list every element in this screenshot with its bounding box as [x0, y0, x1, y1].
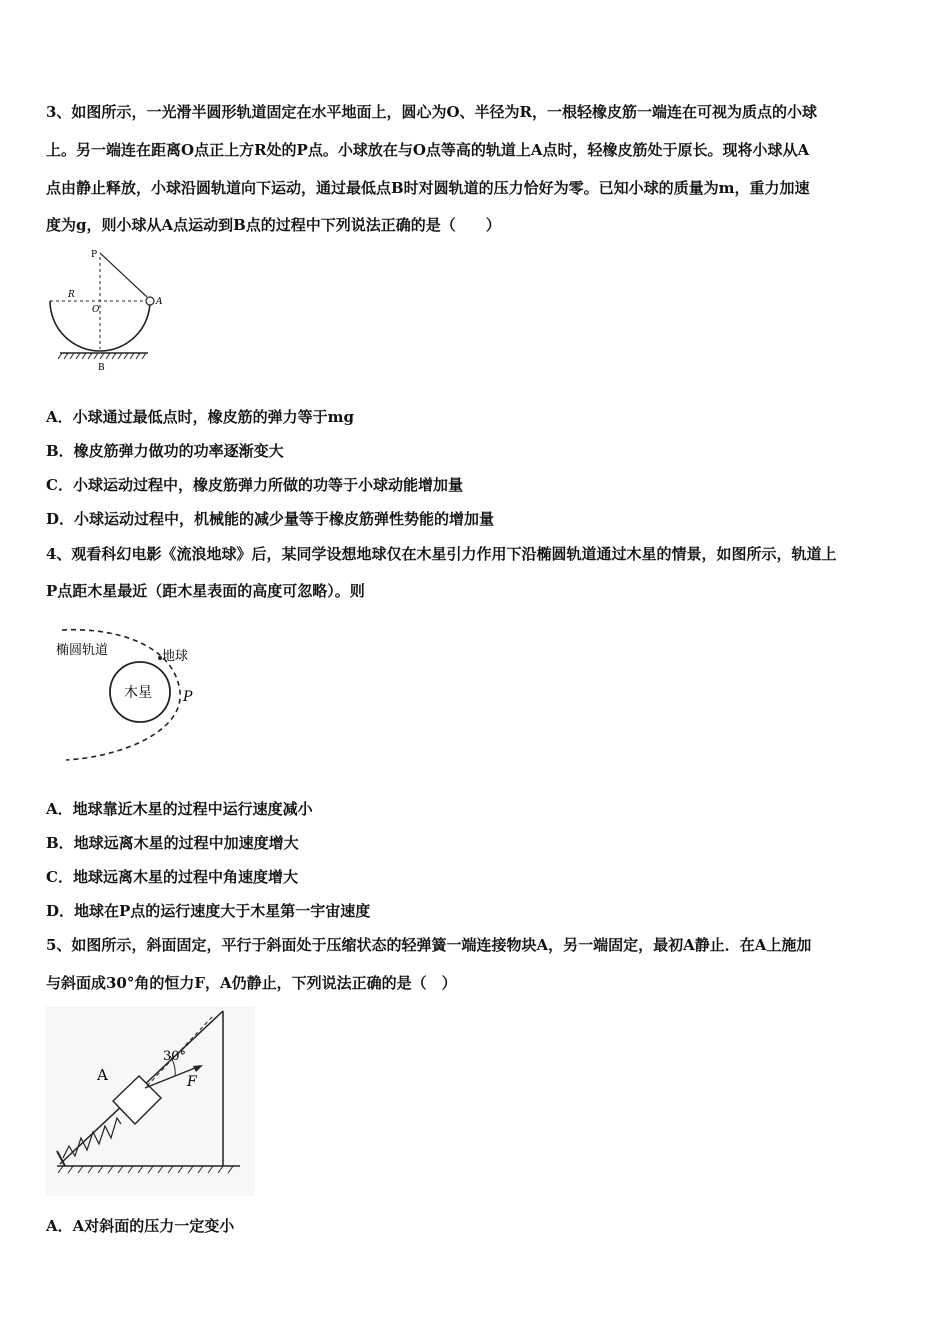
q3-label-r: R	[68, 290, 75, 300]
q5-label-angle: 30°	[163, 1049, 187, 1064]
q3-stem-line-2: 上。另一端连在距离O点正上方R处的P点。小球放在与O点等高的轨道上A点时，轻橡皮筋处于原长。现将小球从A	[46, 141, 810, 159]
q4-stem-line-2: P点距木星最近（距木星表面的高度可忽略）。则	[46, 582, 365, 600]
q3-option-c: C．小球运动过程中，橡皮筋弹力所做的功等于小球动能增加量	[46, 476, 463, 494]
q5-label-block: A	[97, 1066, 108, 1084]
q5-label-force: F	[187, 1074, 197, 1090]
q4-label-jupiter: 木星	[124, 685, 152, 701]
q3-option-b: B．橡皮筋弹力做功的功率逐渐变大	[46, 442, 284, 460]
q5-stem-line-2: 与斜面成30°角的恒力F，A仍静止，下列说法正确的是（ ）	[46, 974, 457, 992]
q3-label-o: O	[92, 305, 100, 315]
q3-stem-line-1: 3、如图所示，一光滑半圆形轨道固定在水平地面上，圆心为O、半径为R，一根轻橡皮筋一端连在可视为质点的小球	[46, 103, 817, 121]
q3-label-a: A	[156, 297, 163, 307]
q4-figure	[50, 622, 230, 767]
q5-figure	[45, 1006, 255, 1196]
q3-label-b: B	[98, 363, 105, 373]
q3-option-a: A．小球通过最低点时，橡皮筋的弹力等于mg	[46, 408, 354, 426]
q4-label-p: P	[183, 689, 193, 705]
q3-label-p: P	[91, 250, 98, 260]
q3-stem-line-3: 点由静止释放，小球沿圆轨道向下运动，通过最低点B时对圆轨道的压力恰好为零。已知小球的质量为m，重力加速	[46, 179, 810, 197]
q4-option-a: A．地球靠近木星的过程中运行速度减小	[46, 800, 313, 818]
q4-option-b: B．地球远离木星的过程中加速度增大	[46, 834, 299, 852]
q4-label-earth: 地球	[162, 649, 189, 664]
q5-option-a: A．A对斜面的压力一定变小	[46, 1217, 235, 1235]
q3-figure	[40, 245, 165, 375]
q5-stem-line-1: 5、如图所示，斜面固定，平行于斜面处于压缩状态的轻弹簧一端连接物块A，另一端固定，最初A静止．在A上施加	[46, 936, 812, 954]
q3-stem-line-4: 度为g，则小球从A点运动到B点的过程中下列说法正确的是（ ）	[46, 216, 501, 234]
q4-stem-line-1: 4、观看科幻电影《流浪地球》后，某同学设想地球仅在木星引力作用下沿椭圆轨道通过木星的情景，如图所示，轨道上	[46, 545, 837, 563]
q3-option-d: D．小球运动过程中，机械能的减少量等于橡皮筋弹性势能的增加量	[46, 510, 495, 528]
q4-option-c: C．地球远离木星的过程中角速度增大	[46, 868, 298, 886]
q4-option-d: D．地球在P点的运行速度大于木星第一宇宙速度	[46, 902, 371, 920]
q4-label-orbit: 椭圆轨道	[56, 643, 109, 658]
